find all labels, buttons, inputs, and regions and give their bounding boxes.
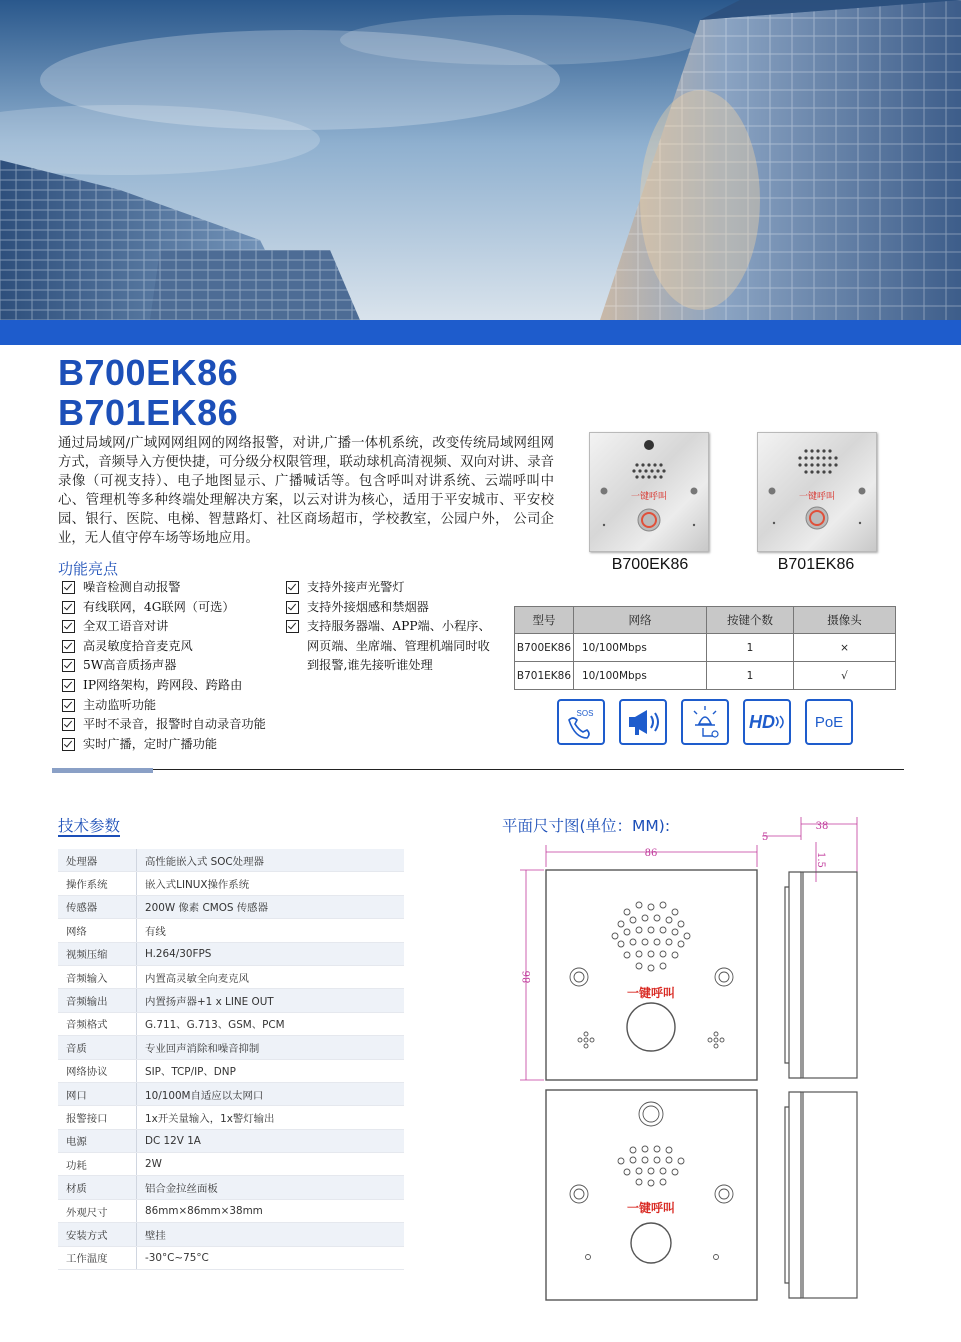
svg-text:1.5: 1.5 — [815, 852, 826, 868]
table-row — [58, 1106, 404, 1129]
table-row — [58, 895, 404, 918]
model-title-2: B701EK86 — [58, 392, 239, 433]
spec-value: -30°C~75°C — [137, 1246, 405, 1269]
spec-value: 1x开关量输入，1x警灯输出 — [137, 1106, 405, 1129]
table-row — [58, 1082, 404, 1105]
checkbox-icon — [62, 581, 75, 594]
svg-text:一键呼叫: 一键呼叫 — [630, 492, 668, 502]
table-row — [58, 1199, 404, 1222]
svg-text:一键呼叫: 一键呼叫 — [626, 986, 676, 1000]
spec-value: G.711、G.713、GSM、PCM — [137, 1012, 405, 1035]
feature-item: 噪音检测自动报警 — [62, 578, 282, 598]
spec-value: 2W — [137, 1153, 405, 1176]
spec-value: 嵌入式LINUX操作系统 — [137, 872, 405, 895]
table-row — [58, 1176, 404, 1199]
feature-item: 高灵敏度拾音麦克风 — [62, 637, 282, 657]
feature-item: 支持服务器端、APP端、小程序、网页端、坐席端、管理机端同时收到报警,谁先接听谁处理 — [286, 617, 491, 676]
spec-value: DC 12V 1A — [137, 1129, 405, 1152]
checkbox-icon — [286, 601, 299, 614]
section-divider-accent — [52, 768, 153, 773]
spec-key: 音质 — [58, 1036, 137, 1059]
checkbox-icon — [286, 620, 299, 633]
table-row — [58, 1246, 404, 1269]
svg-text:86: 86 — [644, 848, 658, 859]
hd-icon: HD — [743, 699, 791, 745]
spec-key: 功耗 — [58, 1153, 137, 1176]
spec-key: 传感器 — [58, 895, 137, 918]
feature-item: 全双工语音对讲 — [62, 617, 282, 637]
table-row — [58, 1153, 404, 1176]
table-header: 网络 — [574, 607, 707, 634]
checkbox-icon — [62, 640, 75, 653]
drawing-heading: 平面尺寸图(单位：MM): — [502, 817, 671, 835]
spec-key: 音频格式 — [58, 1012, 137, 1035]
table-row — [58, 989, 404, 1012]
checkbox-icon — [62, 718, 75, 731]
checkbox-icon — [62, 699, 75, 712]
model-table — [514, 606, 896, 690]
svg-text:一键呼叫: 一键呼叫 — [626, 1201, 676, 1215]
checkbox-icon — [62, 738, 75, 751]
spec-key: 材质 — [58, 1176, 137, 1199]
feature-item: 主动监听功能 — [62, 696, 282, 716]
intercom-panel-icon — [590, 433, 708, 551]
spec-value: 内置高灵敏全向麦克风 — [137, 965, 405, 988]
spec-key: 操作系统 — [58, 872, 137, 895]
feature-item: 5W高音质扬声器 — [62, 656, 282, 676]
feature-item: 实时广播，定时广播功能 — [62, 735, 282, 755]
svg-text:86: 86 — [522, 970, 533, 984]
table-row — [58, 1012, 404, 1035]
table-row — [58, 1129, 404, 1152]
spec-key: 网络协议 — [58, 1059, 137, 1082]
spec-key: 音频输出 — [58, 989, 137, 1012]
table-row — [58, 1059, 404, 1082]
features-right-list — [286, 578, 491, 676]
spec-key: 安装方式 — [58, 1223, 137, 1246]
svg-text:一键呼叫: 一键呼叫 — [798, 492, 836, 502]
spec-value: SIP、TCP/IP、DNP — [137, 1059, 405, 1082]
svg-text:SOS: SOS — [576, 709, 594, 718]
section-divider — [52, 769, 904, 770]
table-row — [58, 942, 404, 965]
checkbox-icon — [62, 620, 75, 633]
table-header: 型号 — [515, 607, 574, 634]
building-skyline-image — [0, 0, 961, 320]
spec-value: 200W 像素 CMOS 传感器 — [137, 895, 405, 918]
spec-key: 网络 — [58, 919, 137, 942]
spec-value: 壁挂 — [137, 1223, 405, 1246]
product-image-b700 — [589, 432, 709, 552]
spec-value: 铝合金拉丝面板 — [137, 1176, 405, 1199]
spec-key: 报警接口 — [58, 1106, 137, 1129]
spec-key: 网口 — [58, 1082, 137, 1105]
checkbox-icon — [62, 659, 75, 672]
checkbox-icon — [286, 581, 299, 594]
feature-item: 支持外接烟感和禁烟器 — [286, 598, 491, 618]
poe-icon: PoE — [805, 699, 853, 745]
table-row — [58, 919, 404, 942]
spec-value: H.264/30FPS — [137, 942, 405, 965]
spec-key: 外观尺寸 — [58, 1199, 137, 1222]
feature-item: IP网络架构，跨网段、跨路由 — [62, 676, 282, 696]
table-row — [58, 849, 404, 872]
features-left-list — [62, 578, 282, 754]
tech-heading: 技术参数 — [58, 817, 121, 835]
table-row — [58, 965, 404, 988]
model-title-1: B700EK86 — [58, 352, 239, 393]
blue-band — [0, 320, 961, 345]
table-row — [58, 1036, 404, 1059]
intercom-panel-icon — [758, 433, 876, 551]
spec-key: 工作温度 — [58, 1246, 137, 1269]
spec-key: 处理器 — [58, 849, 137, 872]
spec-value: 高性能嵌入式 SOC处理器 — [137, 849, 405, 872]
tech-spec-table — [58, 849, 404, 1270]
svg-text:38: 38 — [815, 821, 829, 832]
svg-text:5: 5 — [762, 832, 769, 843]
table-row — [58, 872, 404, 895]
feature-item: 有线联网，4G联网（可选） — [62, 598, 282, 618]
spec-value: 有线 — [137, 919, 405, 942]
product-label-b700: B700EK86 — [611, 556, 689, 573]
broadcast-speaker-icon — [619, 699, 667, 745]
alarm-touch-icon — [681, 699, 729, 745]
spec-key: 电源 — [58, 1129, 137, 1152]
table-header: 按键个数 — [707, 607, 794, 634]
dimension-drawing — [500, 812, 920, 1312]
spec-key: 音频输入 — [58, 965, 137, 988]
feature-item: 支持外接声光警灯 — [286, 578, 491, 598]
feature-item: 平时不录音，报警时自动录音功能 — [62, 715, 282, 735]
features-heading: 功能亮点 — [58, 560, 119, 578]
product-label-b701: B701EK86 — [777, 556, 855, 573]
product-description: 通过局域网/广域网网组网的网络报警，对讲,广播一体机系统，改变传统局域网组网方式，音频导入方便快捷，可分级分权限管理，联动球机高清视频、双向对讲、录音录像（可视支持）、电子地图显示、广播喊话等。包含呼叫对讲系统、云端呼叫中心、管理机等多种终端处理解决方案，以云对讲为核心，适用于平安城市、平安校园、银行、医院、电梯、智慧路灯、社区商场超市，学校教室，公园户外， 公司企业，无人值守停车场等场地应用。 — [58, 436, 554, 546]
spec-value: 内置扬声器+1 x LINE OUT — [137, 989, 405, 1012]
table-row: B701EK86 10/100Mbps 1 √ — [515, 662, 896, 690]
spec-value: 10/100M自适应以太网口 — [137, 1082, 405, 1105]
sos-phone-icon — [557, 699, 605, 745]
hero-banner — [0, 0, 961, 320]
spec-key: 视频压缩 — [58, 942, 137, 965]
checkbox-icon — [62, 601, 75, 614]
spec-value: 86mm×86mm×38mm — [137, 1199, 405, 1222]
table-row: B700EK86 10/100Mbps 1 × — [515, 634, 896, 662]
spec-value: 专业回声消除和噪音抑制 — [137, 1036, 405, 1059]
table-header: 摄像头 — [794, 607, 896, 634]
product-image-b701 — [757, 432, 877, 552]
table-row — [58, 1223, 404, 1246]
checkbox-icon — [62, 679, 75, 692]
